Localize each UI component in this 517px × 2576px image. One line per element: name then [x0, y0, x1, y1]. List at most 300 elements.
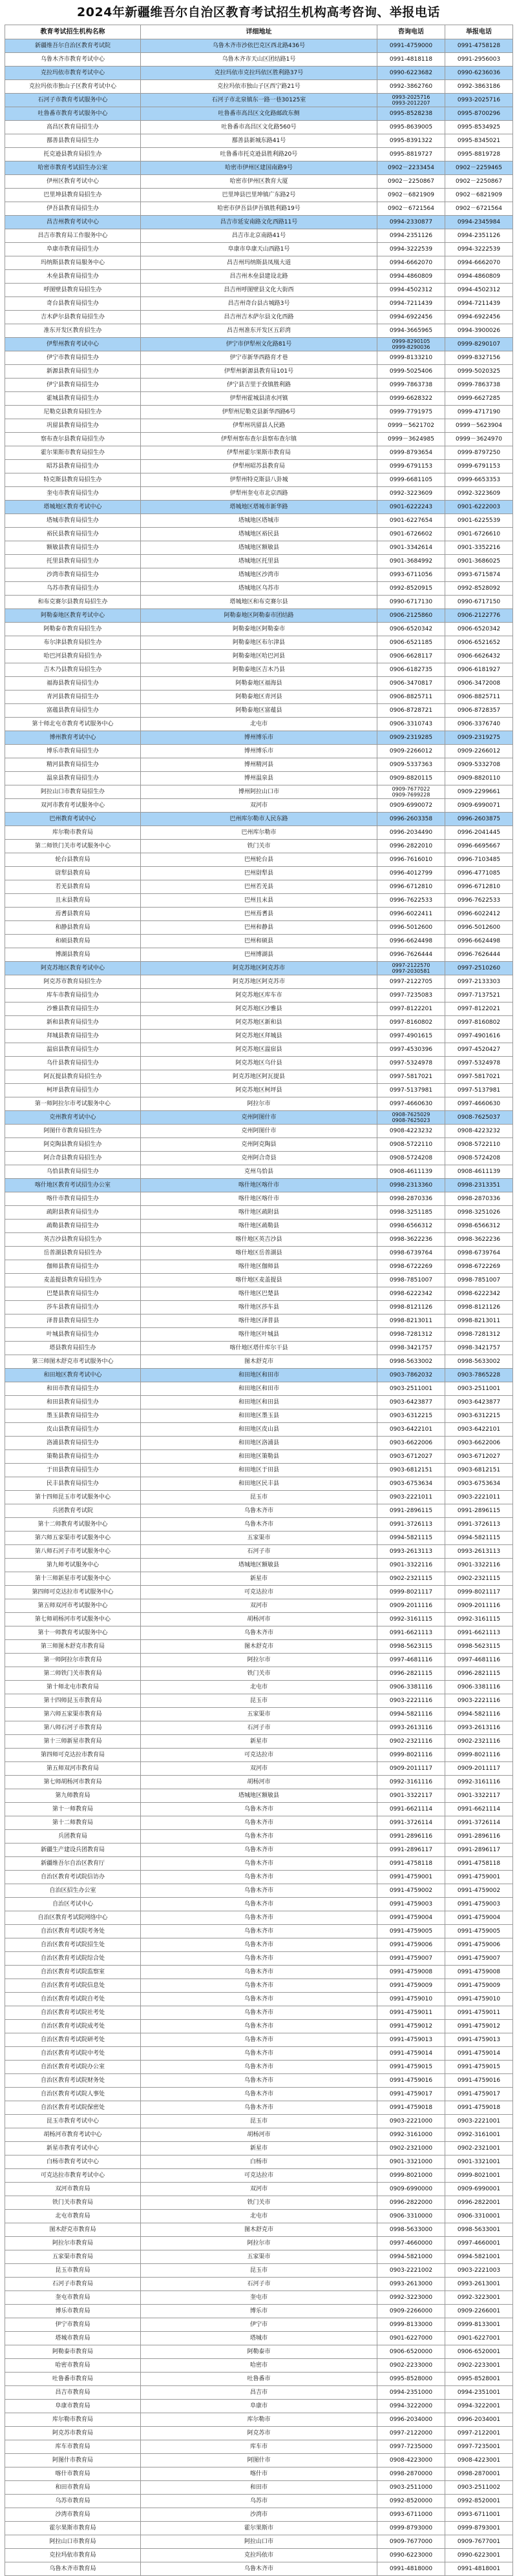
table-row	[5, 1966, 513, 1979]
cell-consult-phone: 0999-8021116	[377, 1749, 445, 1762]
cell-consult-phone: 0902－2233454	[377, 161, 445, 175]
cell-report-phone: 0992-3161001	[445, 2128, 513, 2142]
cell-address: 博州精河县	[141, 758, 377, 772]
cell-consult-phone: 0995-8528238	[377, 107, 445, 121]
cell-address: 伊犁州察布查尔县察布查尔镇	[141, 433, 377, 446]
cell-report-phone: 0906-8728357	[445, 704, 513, 718]
table-row	[5, 2454, 513, 2467]
table-row	[5, 1247, 513, 1260]
cell-address: 乌鲁木齐市	[141, 1626, 377, 1640]
cell-consult-phone: 0999－3624985	[377, 433, 445, 446]
table-row	[5, 541, 513, 555]
table-row	[5, 2386, 513, 2400]
cell-institution: 新疆维吾尔自治区教育厅	[5, 1857, 141, 1871]
cell-address: 乌鲁木齐市	[141, 1898, 377, 1911]
cell-report-phone: 0997-5324978	[445, 1057, 513, 1070]
table-row	[5, 1355, 513, 1369]
table-row	[5, 691, 513, 704]
cell-consult-phone: 0999-8793654	[377, 446, 445, 460]
header-report-phone: 举报电话	[445, 25, 513, 39]
cell-institution: 博湖县教育局	[5, 948, 141, 962]
cell-address: 喀什地区疏附县	[141, 1206, 377, 1220]
table-row	[5, 134, 513, 148]
cell-institution: 第十师北屯市教育局	[5, 1681, 141, 1694]
cell-address: 阿克苏地区拜城县	[141, 1030, 377, 1043]
table-row	[5, 1260, 513, 1274]
cell-report-phone: 0999-8797250	[445, 446, 513, 460]
table-row	[5, 1545, 513, 1559]
cell-report-phone: 0903-2221011	[445, 1491, 513, 1504]
table-row	[5, 2373, 513, 2386]
cell-report-phone: 0997-2510260	[445, 962, 513, 975]
cell-institution: 皮山县教育局招生办	[5, 1423, 141, 1437]
cell-consult-phone: 0998-7281312	[377, 1328, 445, 1342]
cell-consult-phone: 0996-7622533	[377, 894, 445, 908]
table-row	[5, 1613, 513, 1626]
table-row	[5, 446, 513, 460]
cell-consult-phone: 0999-6791153	[377, 460, 445, 473]
cell-address: 阿克苏地区温宿县	[141, 1043, 377, 1057]
table-row	[5, 2047, 513, 2061]
cell-consult-phone: 0992-3862760	[377, 80, 445, 94]
cell-report-phone: 0995-8819728	[445, 148, 513, 161]
cell-consult-phone: 0998-3251185	[377, 1206, 445, 1220]
cell-institution: 自治区考试中心	[5, 1898, 141, 1911]
cell-address: 阿拉尔市	[141, 1097, 377, 1111]
cell-address: 昌吉州呼图壁县文化大街西	[141, 284, 377, 297]
table-row	[5, 270, 513, 284]
cell-institution: 乌什县教育局招生办	[5, 1057, 141, 1070]
table-body	[5, 39, 513, 2576]
table-row	[5, 2210, 513, 2223]
cell-consult-phone: 0903-6622006	[377, 1437, 445, 1450]
cell-consult-phone: 0995-8528000	[377, 2373, 445, 2386]
cell-report-phone: 0994-3222539	[445, 243, 513, 256]
table-row	[5, 1220, 513, 1233]
cell-report-phone: 0991-6621114	[445, 1803, 513, 1816]
cell-institution: 自治区教育考试院财务处	[5, 2074, 141, 2088]
cell-institution: 库尔勒市教育局	[5, 826, 141, 840]
cell-consult-phone: 0991-4759006	[377, 1938, 445, 1952]
cell-address: 阿克苏地区阿克苏市	[141, 962, 377, 975]
table-row	[5, 1708, 513, 1721]
cell-institution: 昆玉市教育考试中心	[5, 2115, 141, 2128]
page-title: 2024年新疆维吾尔自治区教育考试招生机构高考咨询、举报电话	[77, 5, 440, 19]
cell-institution: 第十三师新星市考试服务中心	[5, 1572, 141, 1586]
table-row	[5, 1518, 513, 1532]
cell-consult-phone: 0996-6022411	[377, 908, 445, 921]
table-row	[5, 2183, 513, 2196]
cell-consult-phone: 0999-8290105 0999-8290036	[377, 338, 445, 351]
cell-institution: 巴州教育考试中心	[5, 813, 141, 826]
cell-report-phone: 0909-7677001	[445, 2535, 513, 2549]
table-row	[5, 2345, 513, 2359]
table-row	[5, 1301, 513, 1314]
cell-address: 喀什地区叶城县	[141, 1328, 377, 1342]
table-row	[5, 1694, 513, 1708]
cell-report-phone: 0903-7865228	[445, 1369, 513, 1382]
table-row	[5, 908, 513, 921]
cell-institution: 若羌县教育局	[5, 880, 141, 894]
table-row	[5, 623, 513, 636]
cell-consult-phone: 0991-2896117	[377, 1844, 445, 1857]
cell-address: 双河市	[141, 1599, 377, 1613]
cell-institution: 第十一师教育考试服务中心	[5, 1626, 141, 1640]
cell-consult-phone: 0992-3223609	[377, 487, 445, 501]
cell-consult-phone: 0903-2221002	[377, 2264, 445, 2278]
cell-address: 胡杨河市	[141, 1776, 377, 1789]
cell-report-phone: 0990-6717150	[445, 596, 513, 609]
cell-institution: 新和县教育局招生办	[5, 1016, 141, 1030]
cell-address: 双河市	[141, 2183, 377, 2196]
cell-institution: 喀什市教育局	[5, 2467, 141, 2481]
cell-institution: 新疆维吾尔自治区教育考试院	[5, 39, 141, 53]
cell-institution: 沙雅县教育局招生办	[5, 1002, 141, 1016]
cell-report-phone: 0909-5332708	[445, 758, 513, 772]
cell-consult-phone: 0992-3161115	[377, 1613, 445, 1626]
cell-report-phone: 0902-2233001	[445, 2359, 513, 2373]
cell-consult-phone: 0992-3161000	[377, 2128, 445, 2142]
cell-address: 克州阿图什市	[141, 1125, 377, 1138]
cell-report-phone: 0999-7863738	[445, 379, 513, 392]
table-row	[5, 1938, 513, 1952]
cell-address: 北屯市	[141, 718, 377, 731]
cell-address: 乌鲁木齐市	[141, 2020, 377, 2033]
cell-address: 铁门关市	[141, 840, 377, 853]
cell-address: 巴州尉犁县	[141, 867, 377, 880]
table-row	[5, 894, 513, 908]
cell-address: 阿克苏地区沙雅县	[141, 1002, 377, 1016]
cell-institution: 青河县教育局招生办	[5, 691, 141, 704]
cell-consult-phone: 0906-6521185	[377, 636, 445, 650]
table-row	[5, 1559, 513, 1572]
cell-consult-phone: 0998-6722269	[377, 1260, 445, 1274]
cell-institution: 第五师双河市教育局	[5, 1762, 141, 1776]
table-row	[5, 1409, 513, 1423]
table-row	[5, 1152, 513, 1165]
cell-address: 图木舒克市	[141, 1640, 377, 1654]
cell-institution: 和硕县教育局	[5, 935, 141, 948]
table-row	[5, 351, 513, 365]
cell-report-phone: 0998-2313351	[445, 1179, 513, 1192]
cell-report-phone: 0992-3223609	[445, 487, 513, 501]
cell-report-phone: 0999-8021001	[445, 2169, 513, 2183]
cell-address: 吐鲁番市托克逊县胜利路20号	[141, 148, 377, 161]
cell-address: 塔城地区额敏县	[141, 1789, 377, 1803]
cell-report-phone: 0901-3322116	[445, 1559, 513, 1572]
cell-report-phone: 0991-4759011	[445, 2006, 513, 2020]
cell-institution: 霍尔果斯市教育局	[5, 2522, 141, 2535]
cell-report-phone: 0996-2822001	[445, 2196, 513, 2210]
cell-report-phone: 0994-6922456	[445, 311, 513, 324]
table-row	[5, 2535, 513, 2549]
cell-consult-phone: 0996-4012799	[377, 867, 445, 880]
cell-address: 乌鲁木齐市	[141, 1966, 377, 1979]
table-row	[5, 663, 513, 677]
cell-institution: 第六师五家渠市教育局	[5, 1708, 141, 1721]
cell-address: 阿克苏地区乌什县	[141, 1057, 377, 1070]
cell-report-phone: 0999-8021117	[445, 1586, 513, 1599]
cell-report-phone: 0909-2319275	[445, 731, 513, 745]
cell-institution: 疏附县教育局招生办	[5, 1206, 141, 1220]
cell-institution: 察布查尔县教育局招生办	[5, 433, 141, 446]
cell-address: 博州阿拉山口市	[141, 785, 377, 799]
cell-institution: 哈密市教育局	[5, 2359, 141, 2373]
cell-institution: 第十二师教育考试服务中心	[5, 1518, 141, 1532]
cell-institution: 吉木萨尔县教育局招生办	[5, 311, 141, 324]
cell-consult-phone: 0906-3310000	[377, 2210, 445, 2223]
cell-report-phone: 0993-2613116	[445, 1721, 513, 1735]
cell-consult-phone: 0998-2870000	[377, 2467, 445, 2481]
cell-consult-phone: 0999-8793000	[377, 2522, 445, 2535]
cell-consult-phone: 0998-6222342	[377, 1287, 445, 1301]
cell-report-phone: 0991-4759005	[445, 1925, 513, 1938]
table-row	[5, 1369, 513, 1382]
table-row	[5, 2481, 513, 2495]
cell-report-phone: 0903-6423877	[445, 1396, 513, 1409]
table-row	[5, 94, 513, 107]
cell-institution: 自治区教育考试院成考处	[5, 2020, 141, 2033]
cell-report-phone: 0903-6422101	[445, 1423, 513, 1437]
cell-institution: 阜康市教育局招生办	[5, 243, 141, 256]
cell-report-phone: 0909-6990001	[445, 2183, 513, 2196]
cell-consult-phone: 0906-3470817	[377, 677, 445, 691]
cell-report-phone: 0993-2025716	[445, 94, 513, 107]
cell-consult-phone: 0991-6621113	[377, 1626, 445, 1640]
cell-institution: 于田县教育局招生办	[5, 1464, 141, 1477]
cell-institution: 高昌区教育局招生办	[5, 121, 141, 134]
cell-report-phone: 0994-4860809	[445, 270, 513, 284]
cell-report-phone: 0991-4759004	[445, 1911, 513, 1925]
cell-report-phone: 0991-4759006	[445, 1938, 513, 1952]
cell-consult-phone: 0997-5817021	[377, 1070, 445, 1084]
table-row	[5, 799, 513, 813]
cell-report-phone: 0901-3322117	[445, 1789, 513, 1803]
cell-report-phone: 0991-4759002	[445, 1884, 513, 1898]
cell-report-phone: 0996-2041445	[445, 826, 513, 840]
cell-consult-phone: 0996-6624498	[377, 935, 445, 948]
cell-consult-phone: 0992-8520000	[377, 2495, 445, 2508]
cell-consult-phone: 0901-6726602	[377, 528, 445, 541]
table-row	[5, 1179, 513, 1192]
table-row	[5, 2413, 513, 2427]
cell-report-phone: 0991-4759012	[445, 2020, 513, 2033]
cell-address: 巴州和硕县	[141, 935, 377, 948]
cell-consult-phone: 0901-3684992	[377, 555, 445, 568]
cell-address: 阿克苏地区柯坪县	[141, 1084, 377, 1097]
contact-table	[5, 25, 513, 2576]
cell-address: 伊宁市	[141, 2318, 377, 2332]
cell-address: 乌鲁木齐市	[141, 1871, 377, 1884]
cell-institution: 福海县教育局招生办	[5, 677, 141, 691]
cell-institution: 塔城市教育局招生办	[5, 514, 141, 528]
cell-report-phone: 0999－3624970	[445, 433, 513, 446]
cell-consult-phone: 0998-8121126	[377, 1301, 445, 1314]
cell-address: 昌吉州奇台县古城路3号	[141, 297, 377, 311]
cell-consult-phone: 0991-4759005	[377, 1925, 445, 1938]
cell-address: 库尔勒市	[141, 2413, 377, 2427]
cell-address: 伊犁州特克斯县八卦城	[141, 473, 377, 487]
cell-institution: 克拉玛依市教育考试中心	[5, 67, 141, 80]
table-row	[5, 1816, 513, 1830]
cell-institution: 沙湾市教育局招生办	[5, 568, 141, 582]
cell-address: 伊犁州新源县教育局101号	[141, 365, 377, 379]
cell-institution: 乌苏市教育局招生办	[5, 582, 141, 596]
cell-consult-phone: 0908-4611139	[377, 1165, 445, 1179]
cell-consult-phone: 0992-8520915	[377, 582, 445, 596]
cell-institution: 第七师胡杨河市考试服务中心	[5, 1613, 141, 1626]
table-row	[5, 1342, 513, 1355]
cell-report-phone: 0903-6312215	[445, 1409, 513, 1423]
cell-consult-phone: 0909-7677000	[377, 2535, 445, 2549]
cell-address: 塔城地区额敏县	[141, 1559, 377, 1572]
cell-address: 克州阿合奇县	[141, 1152, 377, 1165]
cell-institution: 第九师教育局	[5, 1789, 141, 1803]
cell-consult-phone: 0903-2221011	[377, 1491, 445, 1504]
cell-consult-phone: 0994-5821115	[377, 1532, 445, 1545]
cell-address: 喀什地区莎车县	[141, 1301, 377, 1314]
cell-consult-phone: 0901-3322117	[377, 1789, 445, 1803]
cell-report-phone: 0998-6566312	[445, 1220, 513, 1233]
cell-report-phone: 0906-8825711	[445, 691, 513, 704]
cell-address: 昆玉市	[141, 2115, 377, 2128]
cell-report-phone: 0906-6521652	[445, 636, 513, 650]
cell-consult-phone: 0991-4759004	[377, 1911, 445, 1925]
cell-consult-phone: 0908-5724208	[377, 1152, 445, 1165]
cell-report-phone: 0997-4681116	[445, 1654, 513, 1667]
cell-institution: 第十四师昆玉市教育局	[5, 1694, 141, 1708]
cell-address: 阿拉尔市	[141, 2237, 377, 2250]
cell-institution: 阿勒泰地区教育考试中心	[5, 609, 141, 623]
cell-consult-phone: 0903-6812151	[377, 1464, 445, 1477]
cell-consult-phone: 0994-6922456	[377, 311, 445, 324]
table-row	[5, 2101, 513, 2115]
cell-address: 乌鲁木齐市	[141, 1803, 377, 1816]
cell-report-phone: 0995-8700296	[445, 107, 513, 121]
table-row	[5, 1749, 513, 1762]
table-row	[5, 1396, 513, 1409]
table-row	[5, 2495, 513, 2508]
table-row	[5, 514, 513, 528]
cell-consult-phone: 0992-3223000	[377, 2291, 445, 2305]
table-row	[5, 1871, 513, 1884]
table-row	[5, 568, 513, 582]
table-row	[5, 1423, 513, 1437]
cell-consult-phone: 0908-4223000	[377, 2454, 445, 2467]
table-row	[5, 1776, 513, 1789]
cell-report-phone: 0996-5012600	[445, 921, 513, 935]
cell-consult-phone: 0993-2613000	[377, 2278, 445, 2291]
cell-address: 塔城地区和布克赛尔县	[141, 596, 377, 609]
cell-institution: 轮台县教育局	[5, 853, 141, 867]
cell-consult-phone: 0991-4759015	[377, 2061, 445, 2074]
cell-institution: 伊宁市教育局招生办	[5, 351, 141, 365]
cell-consult-phone: 0996-2822010	[377, 840, 445, 853]
cell-report-phone: 0902－2259465	[445, 161, 513, 175]
cell-report-phone: 0999-4717190	[445, 406, 513, 419]
table-row	[5, 989, 513, 1002]
cell-consult-phone: 0906-8825711	[377, 691, 445, 704]
cell-consult-phone: 0903-6753634	[377, 1477, 445, 1491]
cell-address: 胡杨河市	[141, 2128, 377, 2142]
table-row	[5, 1844, 513, 1857]
cell-institution: 和田县教育局招生办	[5, 1396, 141, 1409]
cell-report-phone: 0993-6711001	[445, 2508, 513, 2522]
cell-report-phone: 0994-7211439	[445, 297, 513, 311]
cell-consult-phone: 0996-2822000	[377, 2196, 445, 2210]
cell-consult-phone: 0909-2011116	[377, 1599, 445, 1613]
table-row	[5, 1925, 513, 1938]
table-row	[5, 1097, 513, 1111]
cell-report-phone: 0991-3726114	[445, 1816, 513, 1830]
table-row	[5, 175, 513, 189]
cell-address: 博州博乐市	[141, 731, 377, 745]
table-row	[5, 419, 513, 433]
cell-address: 喀什地区麦盖提县	[141, 1274, 377, 1287]
cell-consult-phone: 0903-6422101	[377, 1423, 445, 1437]
cell-institution: 自治区教育考试院监察室	[5, 1966, 141, 1979]
cell-address: 图木舒克市	[141, 1355, 377, 1369]
table-row	[5, 1111, 513, 1125]
table-row	[5, 229, 513, 243]
cell-address: 乌鲁木齐市天山区团结路1号	[141, 53, 377, 67]
table-row	[5, 338, 513, 351]
cell-report-phone: 0997-5817021	[445, 1070, 513, 1084]
cell-report-phone: 0998-2870001	[445, 2467, 513, 2481]
cell-address: 昆玉市	[141, 1694, 377, 1708]
cell-report-phone: 0999-6791153	[445, 460, 513, 473]
cell-report-phone: 0903-6712027	[445, 1450, 513, 1464]
cell-consult-phone: 0991-4758118	[377, 1857, 445, 1871]
cell-institution: 伊宁市教育局	[5, 2318, 141, 2332]
cell-address: 新星市	[141, 2142, 377, 2155]
cell-address: 伊犁州尼勒克县新华西路6号	[141, 406, 377, 419]
table-row	[5, 785, 513, 799]
cell-consult-phone: 0991-4759011	[377, 2006, 445, 2020]
cell-address: 昆玉市	[141, 1491, 377, 1504]
cell-report-phone: 0996-6695667	[445, 840, 513, 853]
cell-address: 巴州且末县	[141, 894, 377, 908]
cell-consult-phone: 0990-6717130	[377, 596, 445, 609]
table-row	[5, 1125, 513, 1138]
table-row	[5, 2128, 513, 2142]
cell-institution: 第十三师新星市教育局	[5, 1735, 141, 1749]
cell-report-phone: 0991-4759018	[445, 2101, 513, 2115]
table-row	[5, 2223, 513, 2237]
cell-consult-phone: 0999-8021117	[377, 1586, 445, 1599]
cell-institution: 自治区教育考试院保密处	[5, 2101, 141, 2115]
cell-report-phone: 0997-5137981	[445, 1084, 513, 1097]
cell-report-phone: 0998-7281312	[445, 1328, 513, 1342]
cell-consult-phone: 0996-2821115	[377, 1667, 445, 1681]
cell-institution: 阜康市教育局	[5, 2400, 141, 2413]
cell-address: 和田市	[141, 2481, 377, 2495]
cell-consult-phone: 0999-6628322	[377, 392, 445, 406]
cell-report-phone: 0901-6227001	[445, 2332, 513, 2345]
cell-report-phone: 0997-8160802	[445, 1016, 513, 1030]
cell-institution: 图木舒克市教育局	[5, 2223, 141, 2237]
cell-address: 乌鲁木齐市	[141, 1952, 377, 1966]
cell-report-phone: 0991-2896117	[445, 1844, 513, 1857]
cell-institution: 沙湾市教育局	[5, 2508, 141, 2522]
table-row	[5, 1491, 513, 1504]
cell-consult-phone: 0999-7791975	[377, 406, 445, 419]
table-row	[5, 1640, 513, 1654]
cell-address: 克州阿图什市	[141, 1111, 377, 1125]
cell-report-phone: 0998-5633002	[445, 1355, 513, 1369]
cell-address: 和田地区墨玉县	[141, 1409, 377, 1423]
cell-institution: 伽师县教育局招生办	[5, 1260, 141, 1274]
